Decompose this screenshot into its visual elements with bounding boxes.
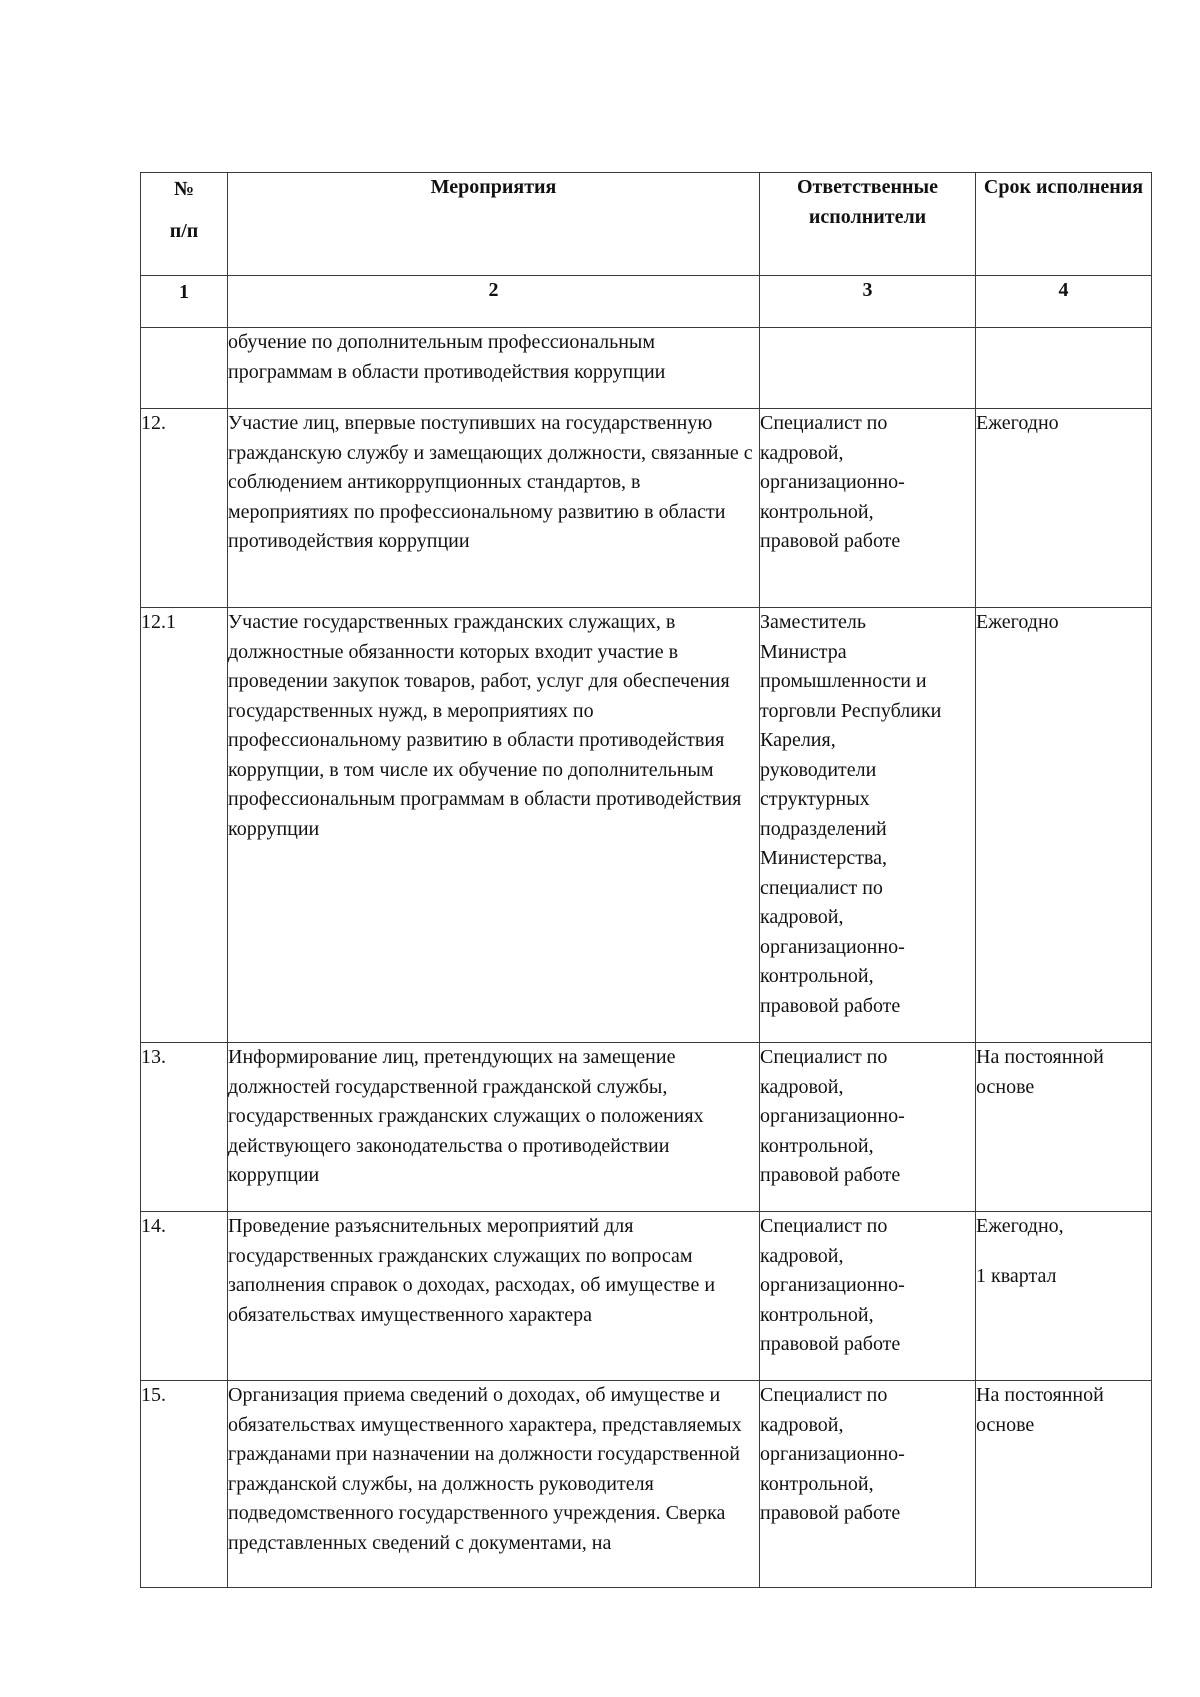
table-row bbox=[141, 1043, 1152, 1212]
deadline-frequency: Ежегодно, bbox=[976, 1215, 1064, 1237]
header-events: Мероприятия bbox=[228, 173, 760, 276]
table-row bbox=[141, 328, 1152, 409]
row-responsible: Специалист по кадровой, организационно- контрольной, правовой работе bbox=[760, 1212, 976, 1381]
row-deadline: На постоянной основе bbox=[976, 1043, 1152, 1212]
table-row bbox=[141, 608, 1152, 1043]
header-deadline: Срок исполнения bbox=[976, 173, 1152, 276]
row-event: обучение по дополнительным профессиональным программам в области противодействия коррупции bbox=[228, 328, 760, 409]
row-number: 15. bbox=[141, 1381, 228, 1588]
column-index: 4 bbox=[976, 276, 1152, 328]
row-number: 13. bbox=[141, 1043, 228, 1212]
table-row bbox=[141, 1381, 1152, 1588]
row-event: Информирование лиц, претендующих на замещение должностей государственной гражданской службы, государственных гражданских служащих о положениях действующего законодательства о противодействии коррупции bbox=[228, 1043, 760, 1212]
row-number: 12. bbox=[141, 409, 228, 608]
row-deadline: На постоянной основе bbox=[976, 1381, 1152, 1588]
deadline-quarter: 1 квартал bbox=[976, 1264, 1057, 1287]
header-number-sign: № bbox=[173, 178, 195, 200]
column-index: 1 bbox=[141, 276, 228, 328]
row-deadline: Ежегодно bbox=[976, 409, 1152, 608]
row-event: Проведение разъяснительных мероприятий для государственных гражданских служащих по вопросам заполнения справок о доходах, расходах, об имуществе и обязательствах имущественного характера bbox=[228, 1212, 760, 1381]
row-number bbox=[141, 328, 228, 409]
row-event: Участие лиц, впервые поступивших на государственную гражданскую службу и замещающих должности, связанные с соблюдением антикоррупционных стандартов, в мероприятиях по профессиональному развитию в области противодействия коррупции bbox=[228, 409, 760, 608]
row-deadline bbox=[976, 328, 1152, 409]
anticorruption-plan-table bbox=[140, 172, 1152, 1588]
column-index: 2 bbox=[228, 276, 760, 328]
column-index-row bbox=[141, 276, 1152, 328]
row-number: 14. bbox=[141, 1212, 228, 1381]
row-responsible: Специалист по кадровой, организационно- контрольной, правовой работе bbox=[760, 409, 976, 608]
header-number bbox=[141, 173, 228, 276]
row-deadline: Ежегодно bbox=[976, 608, 1152, 1043]
row-event: Участие государственных гражданских служащих, в должностные обязанности которых входит участие в проведении закупок товаров, работ, услуг для обеспечения государственных нужд, в мероприятиях по профессиональному развитию в области противодействия коррупции, в том числе их обучение по дополнительным профессиональным программам в области противодействия коррупции bbox=[228, 608, 760, 1043]
row-responsible: Специалист по кадровой, организационно- контрольной, правовой работе bbox=[760, 1381, 976, 1588]
table-row bbox=[141, 409, 1152, 608]
table-header-row bbox=[141, 173, 1152, 276]
column-index: 3 bbox=[760, 276, 976, 328]
row-number: 12.1 bbox=[141, 608, 228, 1043]
row-responsible: Заместитель Министра промышленности и торговли Республики Карелия, руководители структурных подразделений Министерства, специалист по кадровой, организационно- контрольной, правовой работе bbox=[760, 608, 976, 1043]
row-responsible: Специалист по кадровой, организационно- контрольной, правовой работе bbox=[760, 1043, 976, 1212]
header-responsible: Ответственные исполнители bbox=[760, 173, 976, 276]
row-responsible bbox=[760, 328, 976, 409]
header-number-abbr: п/п bbox=[169, 220, 199, 242]
table-row bbox=[141, 1212, 1152, 1381]
row-deadline bbox=[976, 1212, 1152, 1381]
row-event: Организация приема сведений о доходах, об имуществе и обязательствах имущественного характера, представляемых гражданами при назначении на должности государственной гражданской службы, на должность руководителя подведомственного государственного учреждения. Сверка представленных сведений с документами, на bbox=[228, 1381, 760, 1588]
